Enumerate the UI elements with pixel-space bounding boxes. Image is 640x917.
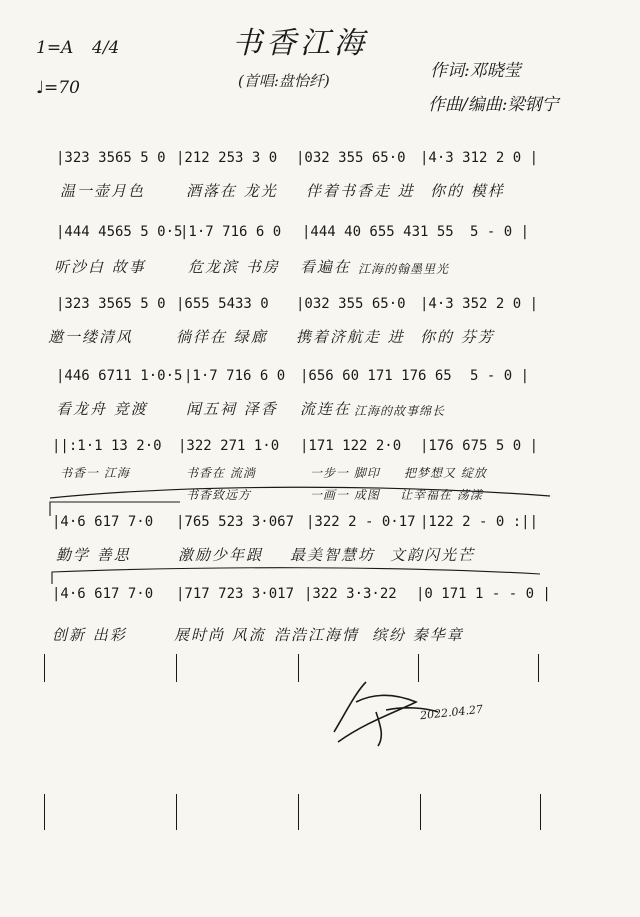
lyrics-row-5-bar-1: 书香一 江海 xyxy=(60,466,130,480)
notes-row-7-bar-4: |0 171 1 - - 0 | xyxy=(416,586,551,602)
notes-row-3-bar-2: |655 5433 0 xyxy=(176,296,269,312)
barline xyxy=(540,794,541,830)
lyrics-row-4-bar-1: 看龙舟 竞渡 xyxy=(56,400,148,418)
barline xyxy=(44,654,45,682)
lyrics-row-3-bar-2: 徜徉在 绿廊 xyxy=(176,328,268,346)
notes-row-7-bar-3: |322 3·3·22 xyxy=(304,586,397,602)
lyrics-row-4-bar-4: 江海的故事绵长 xyxy=(354,404,446,418)
notes-row-2-bar-2: |1·7 716 6 0 xyxy=(180,224,282,240)
barline xyxy=(176,794,177,830)
lyrics2-row-5-bar-2: 书香致远方 xyxy=(186,488,252,502)
lyrics-row-6-bar-3: 最美智慧坊 xyxy=(290,546,376,564)
notes-row-2-bar-3: |444 40 655 431 55 xyxy=(302,224,454,240)
lyrics-row-6-bar-4: 文韵闪光芒 xyxy=(390,546,476,564)
lyrics-row-6-bar-1: 勤学 善思 xyxy=(56,546,131,564)
lyrics-row-1-bar-3: 伴着书香走 进 xyxy=(306,182,415,200)
lyrics-row-2-bar-1: 听沙白 故事 xyxy=(54,258,146,276)
tempo-marking: ♩=70 xyxy=(36,78,80,98)
barline xyxy=(298,654,299,682)
notes-row-4-bar-1: |446 6711 1·0·5 xyxy=(56,368,183,384)
lyrics2-row-5-bar-4: 让幸福在 荡漾 xyxy=(400,488,483,502)
composer-credit: 作曲/编曲:梁钢宁 xyxy=(428,95,559,115)
notes-row-5-bar-2: |322 271 1·0 xyxy=(178,438,280,454)
lyrics-row-2-bar-3: 看遍在 xyxy=(300,258,352,276)
lyrics-row-7-bar-2: 展时尚 风流 xyxy=(174,626,266,644)
notes-row-5-bar-4: |176 675 5 0 | xyxy=(420,438,539,454)
notes-row-5-bar-3: |171 122 2·0 xyxy=(300,438,402,454)
lyrics-row-2-bar-2: 危龙滨 书房 xyxy=(188,258,280,276)
repeat-bracket xyxy=(40,478,560,518)
barline xyxy=(420,794,421,830)
lyrics-row-4-bar-3: 流连在 xyxy=(300,400,352,418)
notes-row-5-bar-1: ||:1·1 13 2·0 xyxy=(52,438,162,454)
barline xyxy=(176,654,177,682)
barline xyxy=(298,794,299,830)
lyrics-row-3-bar-1: 邀一缕清风 xyxy=(48,328,134,346)
time-signature: 4/4 xyxy=(92,38,120,58)
lyrics-row-7-bar-1: 创新 出彩 xyxy=(52,626,127,644)
notes-row-6-bar-2: |765 523 3·067 xyxy=(176,514,295,530)
notes-row-7-bar-1: |4·6 617 7·0 xyxy=(52,586,154,602)
lyrics2-row-5-bar-3: 一画一 成图 xyxy=(310,488,380,502)
notes-row-1-bar-2: |212 253 3 0 xyxy=(176,150,278,166)
lyrics-row-6-bar-2: 激励少年跟 xyxy=(178,546,264,564)
notes-row-4-bar-4: 5 - 0 | xyxy=(470,368,530,384)
notes-row-3-bar-3: |032 355 65·0 xyxy=(296,296,406,312)
lyricist-credit: 作词:邓晓莹 xyxy=(430,61,521,81)
notes-row-1-bar-1: |323 3565 5 0 xyxy=(56,150,166,166)
lyrics-row-2-bar-4: 江海的翰墨里光 xyxy=(358,262,450,276)
notes-row-1-bar-4: |4·3 312 2 0 | xyxy=(420,150,539,166)
notes-row-2-bar-1: |444 4565 5 0·5 xyxy=(56,224,183,240)
lyrics-row-1-bar-4: 你的 模样 xyxy=(430,182,505,200)
notes-row-4-bar-3: |656 60 171 176 65 xyxy=(300,368,452,384)
lyrics-row-3-bar-3: 携着济航走 进 xyxy=(296,328,405,346)
notes-row-3-bar-1: |323 3565 5 0 xyxy=(56,296,166,312)
lyrics-row-5-bar-4: 把梦想又 绽放 xyxy=(404,466,487,480)
notes-row-1-bar-3: |032 355 65·0 xyxy=(296,150,406,166)
barline xyxy=(44,794,45,830)
notes-row-4-bar-2: |1·7 716 6 0 xyxy=(184,368,286,384)
singer-credit: (首唱:盘怡纤) xyxy=(238,72,330,90)
key-signature: 1=A xyxy=(36,38,74,58)
song-title: 书香江海 xyxy=(232,26,368,61)
notes-row-6-bar-1: |4·6 617 7·0 xyxy=(52,514,154,530)
lyrics-row-5-bar-3: 一步一 脚印 xyxy=(310,466,380,480)
notes-row-2-bar-4: 5 - 0 | xyxy=(470,224,530,240)
notes-row-6-bar-4: |122 2 - 0 :|| xyxy=(420,514,539,530)
lyrics-row-1-bar-2: 酒落在 龙光 xyxy=(186,182,278,200)
lyrics-row-7-bar-4: 缤纷 秦华章 xyxy=(372,626,464,644)
lyrics-row-4-bar-2: 闻五祠 泽香 xyxy=(186,400,278,418)
second-ending-bracket xyxy=(40,562,560,586)
lyrics-row-1-bar-1: 温一壶月色 xyxy=(60,182,146,200)
notes-row-7-bar-2: |717 723 3·017 xyxy=(176,586,295,602)
lyrics-row-7-bar-3: 浩浩江海情 xyxy=(274,626,360,644)
notes-row-3-bar-4: |4·3 352 2 0 | xyxy=(420,296,539,312)
notes-row-6-bar-3: |322 2 - 0·17 xyxy=(306,514,416,530)
signature-date: 2022.04.27 xyxy=(419,702,484,723)
barline xyxy=(538,654,539,682)
lyrics-row-5-bar-2: 书香在 流淌 xyxy=(186,466,256,480)
lyrics-row-3-bar-4: 你的 芬芳 xyxy=(420,328,495,346)
